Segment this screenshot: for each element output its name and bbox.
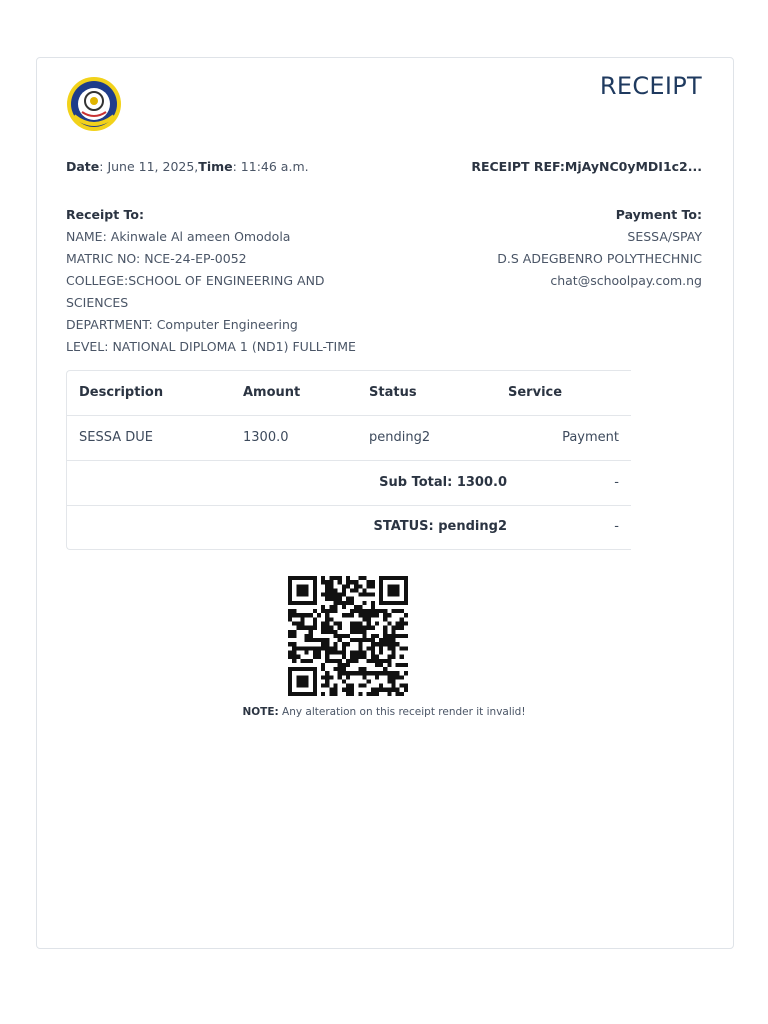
row-description: SESSA DUE	[79, 430, 153, 445]
time-value: : 11:46 a.m.	[232, 159, 309, 174]
payment-to-heading: Payment To:	[615, 207, 702, 222]
subtotal-label: Sub Total: 1300.0	[379, 475, 507, 490]
date-value: : June 11, 2025,	[99, 159, 199, 174]
payee-email: chat@schoolpay.com.ng	[550, 273, 702, 288]
col-amount: Amount	[243, 385, 301, 400]
receipt-to-heading: Receipt To:	[66, 207, 145, 222]
subtotal-value: -	[614, 475, 619, 490]
payee-institution: D.S ADEGBENRO POLYTHECHNIC	[497, 251, 702, 266]
level: LEVEL: NATIONAL DIPLOMA 1 (ND1) FULL-TIME	[66, 339, 356, 354]
time-label: Time	[198, 159, 233, 174]
subtotal-row	[67, 461, 631, 506]
department: DEPARTMENT: Computer Engineering	[66, 317, 298, 332]
note-label: NOTE:	[242, 706, 279, 718]
payee-name: SESSA/SPAY	[627, 229, 702, 244]
status-label: STATUS: pending2	[373, 519, 507, 534]
col-description: Description	[79, 385, 164, 400]
qr-code	[288, 576, 408, 696]
note-text: Any alteration on this receipt render it invalid!	[278, 706, 526, 718]
matric-no: MATRIC NO: NCE-24-EP-0052	[66, 251, 247, 266]
table-row	[67, 416, 631, 461]
payment-table	[66, 370, 631, 550]
col-status: Status	[369, 385, 417, 400]
row-status: pending2	[369, 430, 431, 445]
institution-logo	[66, 76, 122, 132]
date-time-line	[66, 156, 309, 178]
receipt-to-block	[66, 204, 356, 358]
receipt-note	[0, 706, 768, 718]
row-amount: 1300.0	[243, 430, 289, 445]
status-row	[67, 505, 631, 549]
payment-to-block	[497, 204, 702, 292]
page-title: RECEIPT	[599, 72, 702, 100]
college: COLLEGE:SCHOOL OF ENGINEERING AND SCIENCES	[66, 273, 325, 310]
col-service: Service	[508, 385, 563, 400]
status-value: -	[614, 519, 619, 534]
date-label: Date	[66, 159, 100, 174]
receipt-ref: RECEIPT REF:MjAyNC0yMDI1c2...	[471, 159, 702, 174]
student-name: NAME: Akinwale Al ameen Omodola	[66, 229, 291, 244]
table-header-row	[67, 371, 631, 416]
row-service: Payment	[562, 430, 619, 445]
